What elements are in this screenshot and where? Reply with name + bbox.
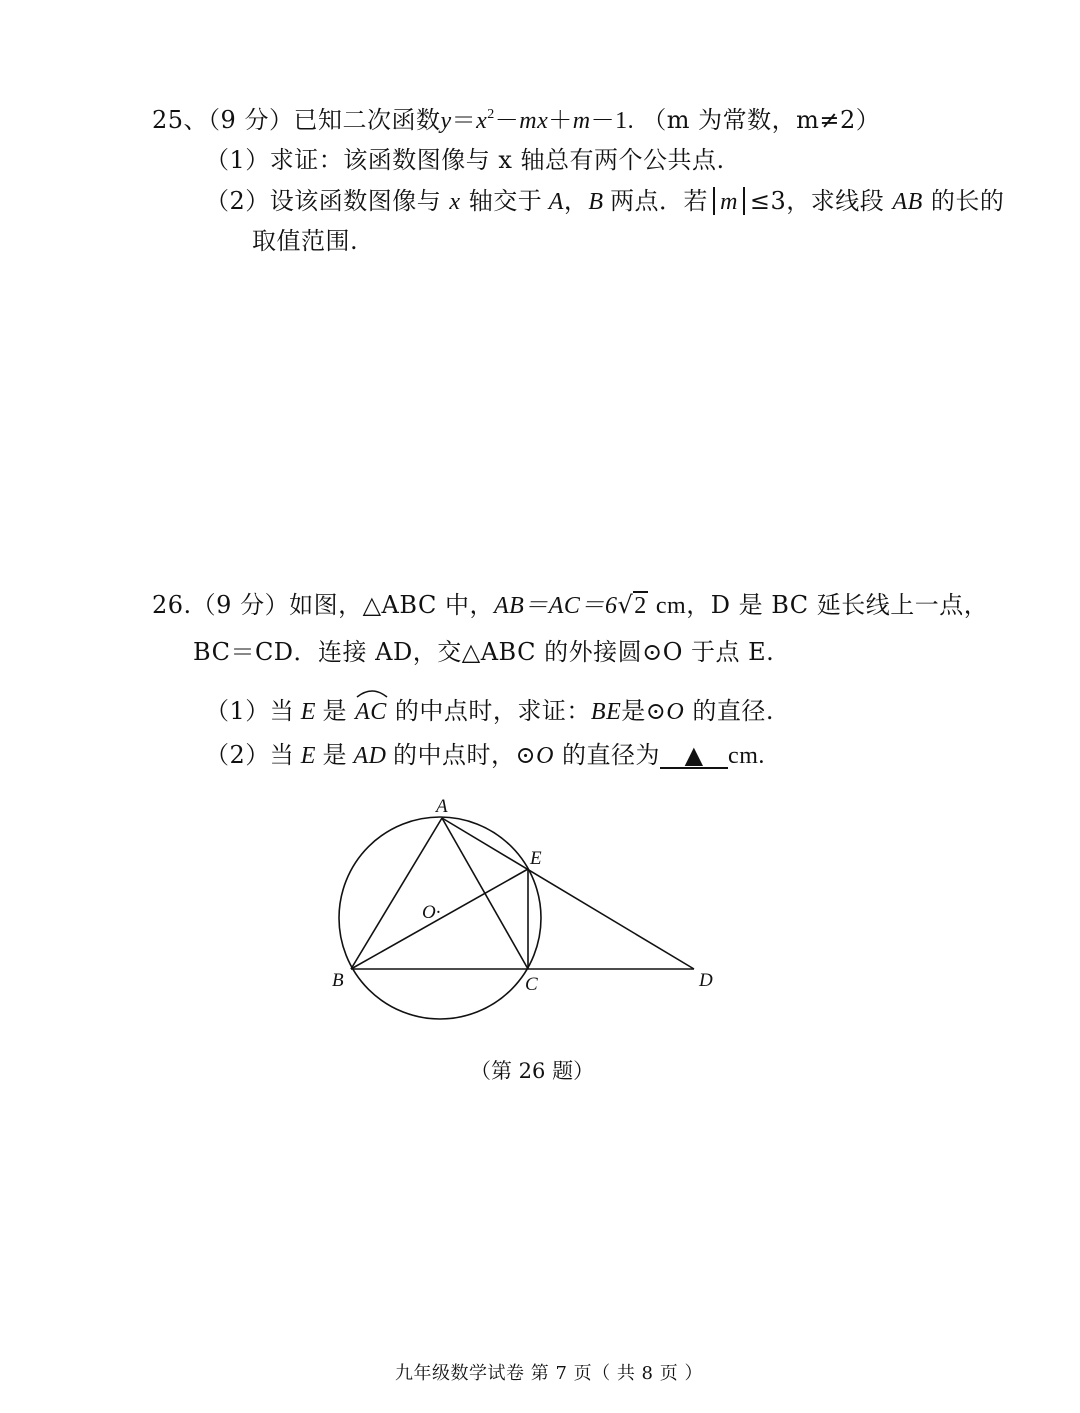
q26-part2-unit: cm. — [728, 743, 765, 769]
label-e: E — [530, 848, 542, 869]
q25-part2-tail: 的长的 — [930, 187, 1005, 215]
q25-intro: 已知二次函数 — [293, 106, 441, 134]
q26-number: 26. — [152, 591, 192, 619]
q25-function: y — [440, 108, 452, 134]
q26-part2: （2）当 E 是 AD 的中点时，⊙O 的直径为 ▲ cm. — [205, 741, 765, 769]
segment-ad — [442, 818, 694, 969]
q26-d-text: D 是 BC 延长线上一点， — [710, 591, 989, 619]
q25-part2-line1: （2）设该函数图像与 x 轴交于 A，B 两点．若 m ≤3，求线段 AB 的长的 — [205, 187, 1005, 215]
q26-part1-c: 的中点时，求证： — [394, 697, 591, 725]
q26-unit: cm， — [655, 593, 711, 619]
q26-part2-b: 是 — [322, 741, 347, 769]
figure-caption: （第 26 题） — [470, 1059, 595, 1083]
q25-part2-mid: 轴交于 — [468, 187, 543, 215]
segment-ab — [351, 818, 442, 969]
sqrt-symbol: √2 — [617, 591, 647, 619]
q26-part1-a: （1）当 — [205, 697, 295, 725]
q25-part1: （1）求证：该函数图像与 x 轴总有两个公共点. — [205, 146, 725, 174]
q26-part1-d: 是⊙ — [621, 697, 667, 725]
q25-condition: （m 为常数，m≠2） — [642, 106, 881, 134]
page-footer: 九年级数学试卷 第 7 页（ 共 8 页 ） — [395, 1363, 703, 1384]
label-b: B — [332, 970, 344, 991]
arc-ac: AC — [355, 695, 387, 727]
q26-part1: （1）当 E 是 AC 的中点时，求证：BE是⊙O 的直径. — [205, 695, 774, 727]
label-o: O· — [422, 902, 441, 923]
q25-part2-points: 两点．若 — [610, 187, 709, 215]
q25-score: （9 分） — [208, 106, 294, 134]
q26-line2: BC＝CD．连接 AD，交△ABC 的外接圆⊙O 于点 E. — [193, 638, 775, 666]
q25-number: 25、 — [152, 106, 209, 134]
q26-part2-d: 的直径为 — [562, 741, 661, 769]
label-c: C — [525, 974, 538, 995]
q25-part2-ineq: ≤3，求线段 — [749, 187, 885, 215]
q26-intro: 如图，△ABC 中， — [289, 591, 494, 619]
circumcircle — [339, 817, 541, 1019]
q26-part2-c: 的中点时，⊙ — [392, 741, 537, 769]
segment-be — [351, 869, 528, 969]
segment-ac — [442, 818, 528, 969]
q26-score: （9 分） — [191, 591, 290, 619]
answer-blank: ▲ — [660, 743, 728, 769]
q26-given: AB＝AC＝6 — [493, 593, 618, 619]
label-a: A — [436, 796, 448, 817]
q26-line1 — [152, 590, 988, 621]
q25-part2-line2: 取值范围. — [252, 227, 359, 255]
q25-part2-prefix: （2）设该函数图像与 — [205, 187, 442, 215]
q26-part2-a: （2）当 — [205, 741, 295, 769]
q25-line1: 25、（9 分）已知二次函数$y=x^2-mx+m-1$. （m 为常数，m≠2） — [152, 106, 881, 134]
q26-part1-e: 的直径. — [692, 697, 774, 725]
label-d: D — [699, 970, 713, 991]
q26-part1-b: 是 — [322, 697, 347, 725]
